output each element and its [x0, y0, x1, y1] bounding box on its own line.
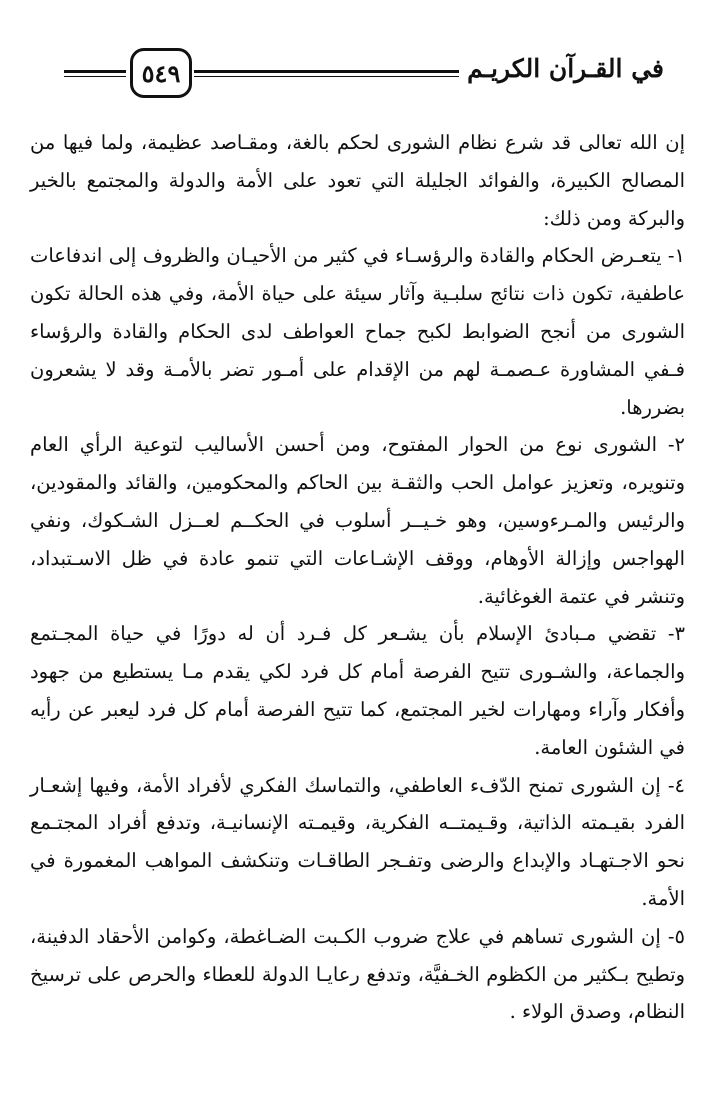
paragraph-point-1: ١- يتعـرض الحكام والقادة والرؤسـاء في كثير من الأحيـان والظروف إلى اندفاعات عاطفية، تكون ذات نتائج سلبـية وآثار سيئة على حياة الأمة، وفي هذه الحالة تكون الشورى من أنجح الضوابط لكبح جماح العواطف لدى الحكام والقادة والرؤساء فـفي المشاورة عـصمـة لهم من الإقدام على أمـور تضر بالأمـة وقد لا يشعرون بضررها. [30, 244, 685, 419]
page-body [30, 124, 685, 1031]
page-number: ٥٤٩ [130, 48, 192, 98]
paragraph-point-3: ٣- تقضي مـبادئ الإسلام بأن يشـعر كل فـرد أن له دورًا في حياة المجـتمع والجماعة، والشـورى تتيح الفرصة أمام كل فرد لكي يقدم مـا يستطيع من جهود وأفكار وآراء ومهارات لخير المجتمع، كما تتيح الفرصة أمام كل فرد ليعبر عن رأيه في الشئون العامة. [30, 622, 685, 759]
header-rule-left [64, 70, 126, 73]
running-title: في القـرآن الكريـم [467, 54, 664, 83]
header-rule-middle [194, 70, 459, 73]
paragraph-intro: إن الله تعالى قد شرع نظام الشورى لحكم بالغة، ومقـاصد عظيمة، ولما فيها من المصالح الكبيرة، والفوائد الجليلة التي تعود على الأمة والدولة والمجتمع بالخير والبركة ومن ذلك: [30, 131, 685, 230]
paragraph-point-4: ٤- إن الشورى تمنح الدّفء العاطفي، والتماسك الفكري لأفراد الأمة، وفيها إشعـار الفرد بقيـمته الذاتية، وقـيمتــه الفكرية، وقيمـته الإنسانيـة، وتدفع أفراد المجتـمع نحو الاجـتهـاد والإبداع والرضى وتفـجر الطاقـات وتنكشف المواهب المغمورة في الأمة. [30, 773, 685, 910]
page-header [64, 48, 664, 102]
paragraph-point-2: ٢- الشورى نوع من الحوار المفتوح، ومن أحسن الأساليب لتوعية الرأي العام وتنويره، وتعزيز عوامل الحب والثقـة بين الحاكم والمحكومين، والقائد والمقودين، والرئيس والمـرءوسين، وهو خـيــر أسلوب في الحكــم لعــزل الشـكوك، ونفي الهواجس وإزالة الأوهام، ووقف الإشـاعات التي تنمو عادة في ظل الاسـتبداد، وتنشر في عتمة الغوغائية. [30, 433, 685, 608]
paragraph-point-5: ٥- إن الشورى تساهم في علاج ضروب الكـبت الضـاغطة، وكوامن الأحقاد الدفينة، وتطيح بـكثير من الكظوم الخـفيَّة، وتدفع رعايـا الدولة للعطاء والحرص على ترسيخ النظام، وصدق الولاء . [30, 924, 685, 1024]
